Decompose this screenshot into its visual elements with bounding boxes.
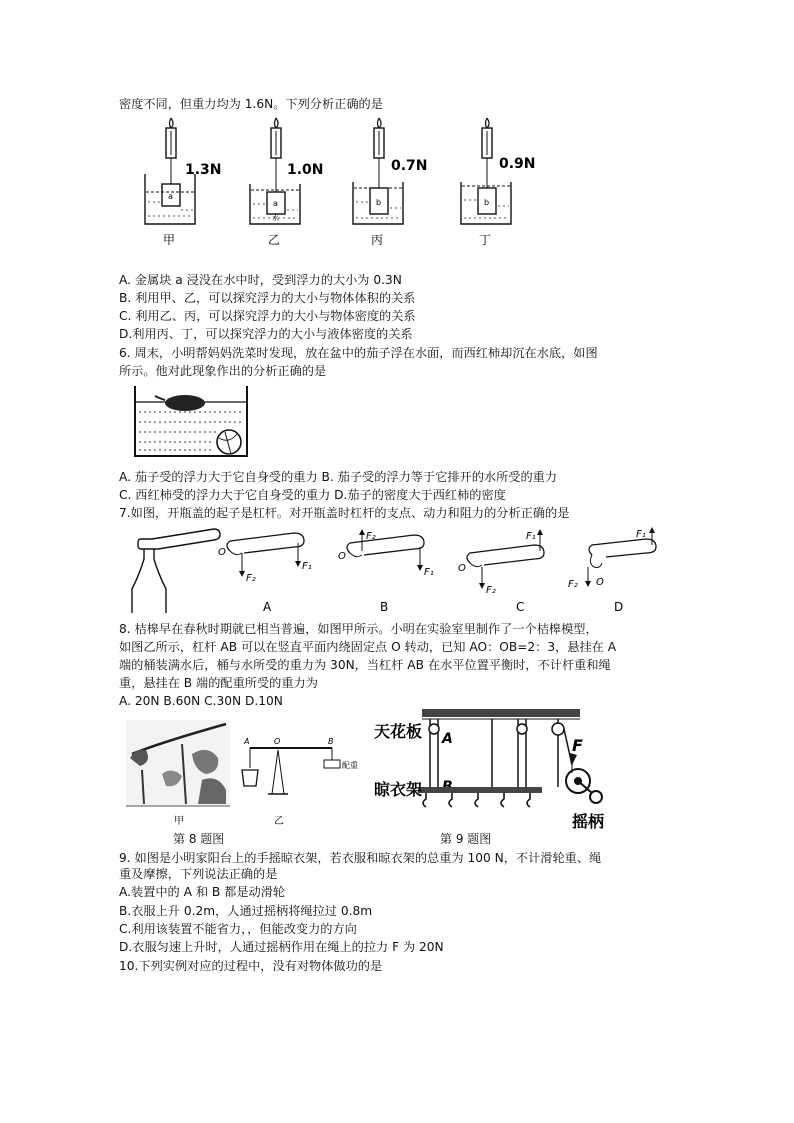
- q8-caption: 第 8 题图: [173, 832, 225, 846]
- b-o: O: [338, 551, 346, 562]
- drying-rack: [418, 787, 542, 807]
- q7-stem: 7.如图，开瓶盖的起子是杠杆。对开瓶盖时杠杆的支点、动力和阻力的分析正确的是: [119, 506, 570, 520]
- q5-option-c: C. 利用乙、丙，可以探究浮力的大小与物体密度的关系: [119, 309, 416, 323]
- c-f2: F₂: [486, 585, 496, 596]
- a-o: O: [218, 547, 226, 558]
- q9-stem-line-2: 重及摩擦，下列说法正确的是: [119, 867, 278, 881]
- pulley-a-label: A: [442, 731, 453, 747]
- q7-figure: [118, 523, 678, 615]
- point-o: O: [274, 737, 281, 746]
- q5-option-b: B. 利用甲、乙，可以探究浮力的大小与物体体积的关系: [119, 291, 416, 305]
- crank-handle: [566, 765, 602, 803]
- reading-jia: 1.3N: [185, 162, 222, 178]
- well-sweep-photo: [126, 720, 230, 806]
- q7-option-b-label: B: [380, 600, 389, 614]
- q5-option-d: D.利用丙、丁，可以探究浮力的大小与液体密度的关系: [119, 327, 413, 341]
- q8-stem-line-1: 8. 桔槔早在春秋时期就已相当普遍，如图甲所示。小明在实验室里制作了一个桔槔模型，: [119, 622, 598, 636]
- q9-option-c: C.利用该装置不能省力，，但能改变力的方向: [119, 922, 357, 936]
- c-f1: F₁: [526, 531, 536, 542]
- block-label-yi: a: [273, 199, 278, 208]
- lever-option-b: [347, 529, 424, 571]
- reading-bing: 0.7N: [391, 158, 428, 174]
- q6-stem-line-1: 6. 周末，小明帮妈妈洗菜时发现，放在盆中的茄子浮在水面，而西红柿却沉在水底，如图: [119, 346, 598, 360]
- q5-option-a: A. 金属块 a 浸没在水中时，受到浮力的大小为 0.3N: [119, 273, 402, 287]
- q9-figure: [372, 703, 620, 831]
- q7-option-d-label: D: [614, 600, 624, 614]
- counterweight-label: 配重: [342, 761, 358, 770]
- q9-option-d: D.衣服匀速上升时，人通过摇柄作用在绳上的拉力 F 为 20N: [119, 940, 444, 954]
- q8-options: A. 20N B.60N C.30N D.10N: [119, 694, 283, 708]
- label-bing: 丙: [371, 233, 384, 247]
- q6-option-cd: C. 西红柿受的浮力大于它自身受的重力 D.茄子的密度大于西红柿的密度: [119, 488, 506, 502]
- b-f1: F₁: [424, 567, 434, 578]
- block-label-jia: a: [168, 192, 173, 201]
- block-label-ding: b: [484, 198, 490, 207]
- crank-label: 摇柄: [572, 812, 605, 831]
- rack-label: 晾衣架: [374, 780, 423, 799]
- q7-option-c-label: C: [516, 600, 525, 614]
- q10-stem: 10.下列实例对应的过程中，没有对物体做功的是: [119, 959, 383, 973]
- d-f1: F₁: [636, 529, 646, 540]
- lever-option-a: [227, 533, 304, 577]
- d-o: O: [596, 577, 604, 588]
- point-a: A: [244, 737, 250, 746]
- reading-ding: 0.9N: [499, 156, 536, 172]
- label-yi: 乙: [268, 233, 281, 247]
- block-label-bing: b: [376, 198, 382, 207]
- q5-stem: 密度不同，但重力均为 1.6N。下列分析正确的是: [119, 97, 383, 111]
- d-f2: F₂: [568, 579, 578, 590]
- q8-stem-line-3: 端的桶装满水后，桶与水所受的重力为 30N，当杠杆 AB 在水平位置平衡时，不计杆重和绳: [119, 658, 611, 672]
- b-f2: F₂: [366, 531, 376, 542]
- q8-figure: [122, 714, 362, 830]
- q6-figure-basin: [133, 382, 253, 460]
- ceiling-label: 天花板: [374, 722, 423, 741]
- q9-caption: 第 9 题图: [440, 832, 492, 846]
- a-f1: F₁: [302, 561, 312, 572]
- q6-stem-line-2: 所示。他对此现象作出的分析正确的是: [119, 364, 327, 378]
- bottle-opener-drawing: [132, 529, 220, 613]
- pulley-system: [429, 719, 572, 787]
- tomato: [217, 430, 241, 454]
- q9-stem-line-1: 9. 如图是小明家阳台上的手摇晾衣架，若衣服和晾衣架的总重为 100 N，不计滑轮重、绳: [119, 851, 602, 865]
- q8-sub-label-yi: 乙: [274, 816, 284, 827]
- q9-option-b: B.衣服上升 0.2m，人通过摇柄将绳拉过 0.8m: [119, 904, 373, 918]
- q8-stem-line-2: 如图乙所示，杠杆 AB 可以在竖直平面内绕固定点 O 转动，已知 AO：OB=2：3，悬挂在 A: [119, 640, 617, 654]
- q8-stem-line-4: 重，悬挂在 B 端的配重所受的重力为: [119, 676, 318, 690]
- ceiling: [422, 709, 580, 719]
- q7-option-a-label: A: [263, 600, 272, 614]
- reading-yi: 1.0N: [287, 162, 324, 178]
- force-f-label: F: [572, 736, 583, 755]
- q8-sub-label-jia: 甲: [174, 816, 184, 827]
- q9-option-a: A.装置中的 A 和 B 都是动滑轮: [119, 885, 286, 899]
- liquid-label: 水: [272, 214, 279, 222]
- label-jia: 甲: [163, 233, 176, 247]
- eggplant: [155, 395, 205, 411]
- c-o: O: [458, 563, 466, 574]
- label-ding: 丁: [479, 233, 492, 247]
- q5-figure: [135, 114, 555, 250]
- q6-option-ab: A. 茄子受的浮力大于它自身受的重力 B. 茄子受的浮力等于它排开的水所受的重力: [119, 470, 558, 484]
- point-b: B: [328, 737, 334, 746]
- lever-model: [242, 748, 340, 794]
- a-f2: F₂: [246, 573, 256, 584]
